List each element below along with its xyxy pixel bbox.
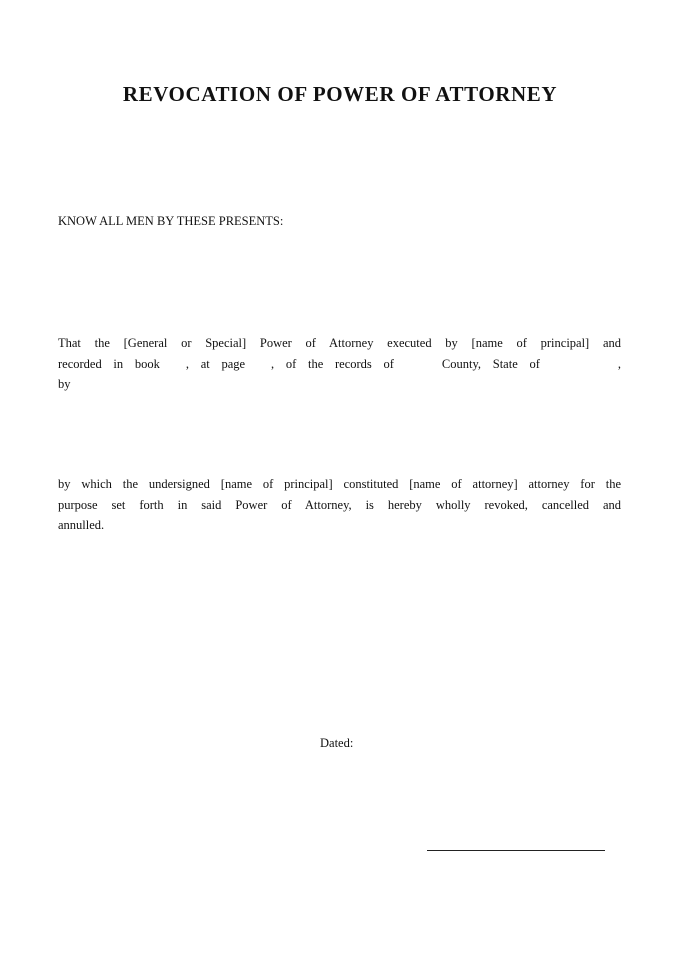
document-title: REVOCATION OF POWER OF ATTORNEY [122, 82, 558, 106]
dated-label: Dated: [320, 736, 354, 750]
signature-line [427, 850, 605, 851]
comma-text: , [617, 356, 621, 371]
paragraph-line: purpose set forth in said Power of Attorney, is hereby wholly revoked, cancelled and [58, 497, 621, 512]
paragraph-line-with-blanks [58, 354, 621, 375]
paragraph-line: annulled. [58, 518, 105, 532]
intro-text: KNOW ALL MEN BY THESE PRESENTS: [58, 214, 284, 228]
paragraph-line: by which the undersigned [name of principal] constituted [name of attorney] attorney for the [58, 477, 621, 491]
at-page-text: , at page [185, 356, 246, 371]
undersigned-paragraph [58, 474, 621, 536]
county-state-text: County, State of [441, 356, 540, 371]
records-of-text: , of the records of [271, 356, 394, 371]
recorded-in-book-text: recorded in book [58, 356, 160, 371]
paragraph-line: That the [General or Special] Power of Attorney executed by [name of principal] and [58, 336, 621, 350]
revocation-paragraph [58, 333, 621, 395]
paragraph-line: by [58, 377, 71, 391]
